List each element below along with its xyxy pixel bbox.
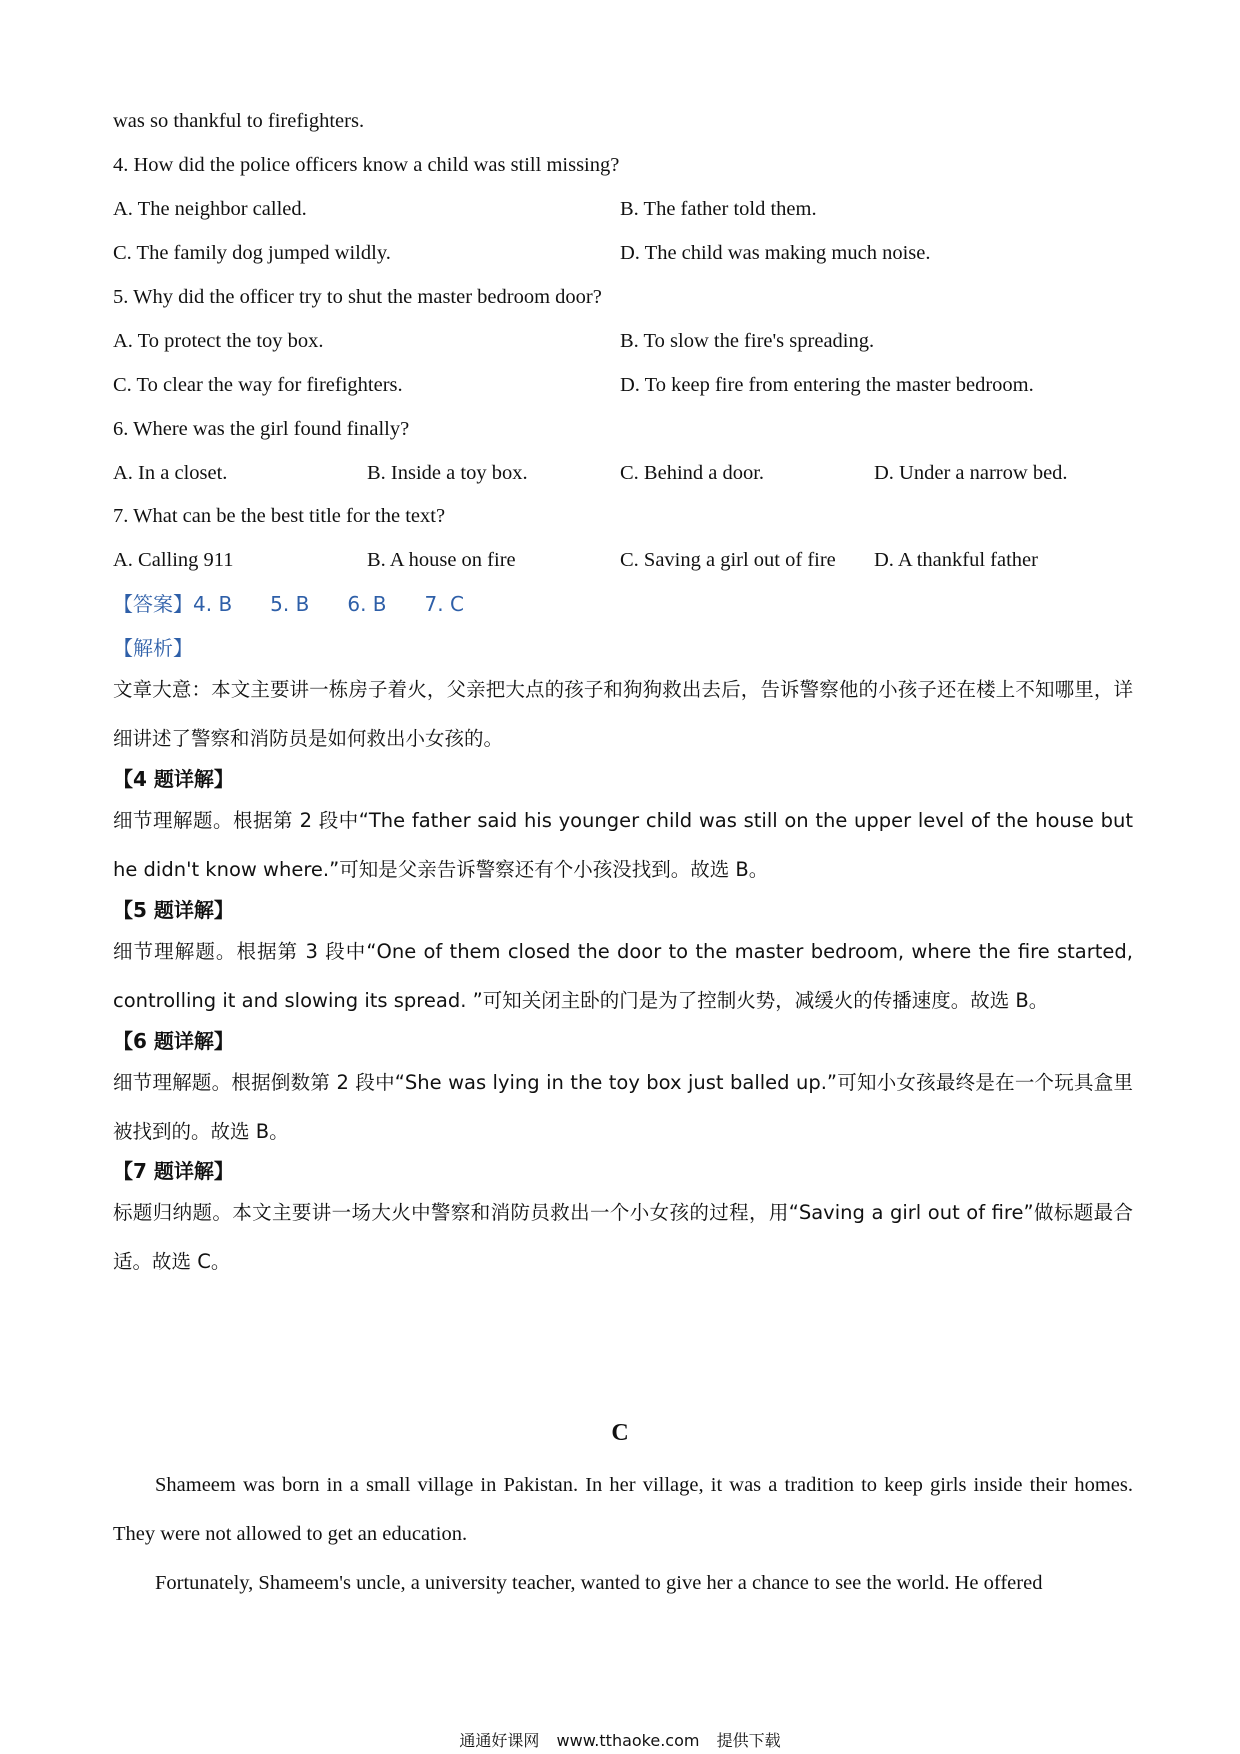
detail-7-heading: 【7 题详解】	[113, 1159, 234, 1183]
question-5-option-d: D. To keep fire from entering the master bedroom.	[620, 374, 1034, 396]
detail-4-heading: 【4 题详解】	[113, 767, 234, 791]
footer-site-name: 通通好课网	[459, 1731, 540, 1750]
question-5-stem: 5. Why did the officer try to shut the master bedroom door?	[113, 286, 602, 308]
answer-item: 5. B	[270, 592, 310, 616]
question-5-options-row-2	[113, 372, 1133, 398]
question-5-option-c: C. To clear the way for firefighters.	[113, 374, 403, 396]
question-5-option-a: A. To protect the toy box.	[113, 330, 324, 352]
footer-note: 提供下载	[716, 1731, 781, 1750]
detail-5-heading: 【5 题详解】	[113, 898, 234, 922]
question-4-options-row-2	[113, 240, 1133, 266]
detail-6-text: 细节理解题。根据倒数第 2 段中“She was lying in the toy box just balled up.”可知小女孩最终是在一个玩具盒里被找到的。故选 B。	[113, 1071, 1133, 1143]
question-7-option-c: C. Saving a girl out of fire	[620, 549, 836, 571]
question-7-option-d: D. A thankful father	[874, 549, 1038, 571]
answer-label: 【答案】	[113, 592, 193, 616]
summary-paragraph: 文章大意：本文主要讲一栋房子着火，父亲把大点的孩子和狗狗救出去后，告诉警察他的小孩子还在楼上不知哪里，详细讲述了警察和消防员是如何救出小女孩的。	[113, 678, 1133, 750]
question-5-option-b: B. To slow the fire's spreading.	[620, 330, 875, 352]
question-4-option-d: D. The child was making much noise.	[620, 242, 931, 264]
answer-line	[113, 591, 502, 617]
question-7-stem: 7. What can be the best title for the text?	[113, 505, 446, 527]
passage-fragment: was so thankful to firefighters.	[113, 110, 365, 132]
answer-item: 4. B	[193, 592, 233, 616]
question-6-option-b: B. Inside a toy box.	[367, 462, 528, 484]
analysis-label: 【解析】	[113, 636, 193, 660]
detail-7-text: 标题归纳题。本文主要讲一场大火中警察和消防员救出一个小女孩的过程，用“Saving a girl out of fire”做标题最合适。故选 C。	[113, 1201, 1133, 1273]
section-c-title: C	[611, 1420, 629, 1446]
question-6-options	[113, 460, 1133, 486]
question-4-stem: 4. How did the police officers know a child was still missing?	[113, 154, 620, 176]
answer-item: 6. B	[347, 592, 387, 616]
question-6-option-d: D. Under a narrow bed.	[874, 462, 1068, 484]
detail-5-text: 细节理解题。根据第 3 段中“One of them closed the door to the master bedroom, where the fire started, controlling it and slowing its spread. ”可知关闭主卧的门是为了控制火势，减缓火的传播速度。故选 B。	[113, 940, 1133, 1012]
question-4-option-c: C. The family dog jumped wildly.	[113, 242, 391, 264]
detail-4-text: 细节理解题。根据第 2 段中“The father said his younger child was still on the upper level of the house but he didn't know where.”可知是父亲告诉警察还有个小孩没找到。故选 B。	[113, 809, 1133, 881]
section-c-paragraph-2: Fortunately, Shameem's uncle, a university teacher, wanted to give her a chance to see the world. He offered	[155, 1572, 1043, 1594]
question-5-options-row-1	[113, 328, 1133, 354]
footer-url[interactable]: www.tthaoke.com	[556, 1731, 700, 1750]
section-c-paragraph-1: Shameem was born in a small village in Pakistan. In her village, it was a tradition to keep girls inside their homes. They were not allowed to get an education.	[113, 1474, 1133, 1545]
detail-6-heading: 【6 题详解】	[113, 1029, 234, 1053]
question-4-option-a: A. The neighbor called.	[113, 198, 307, 220]
question-6-option-c: C. Behind a door.	[620, 462, 765, 484]
question-7-option-b: B. A house on fire	[367, 549, 516, 571]
question-6-option-a: A. In a closet.	[113, 462, 228, 484]
question-4-option-b: B. The father told them.	[620, 198, 817, 220]
question-6-stem: 6. Where was the girl found finally?	[113, 418, 410, 440]
answer-item: 7. C	[424, 592, 464, 616]
question-7-options	[113, 547, 1133, 573]
question-4-options-row-1	[113, 196, 1133, 222]
question-7-option-a: A. Calling 911	[113, 549, 234, 571]
footer	[0, 1728, 1240, 1751]
